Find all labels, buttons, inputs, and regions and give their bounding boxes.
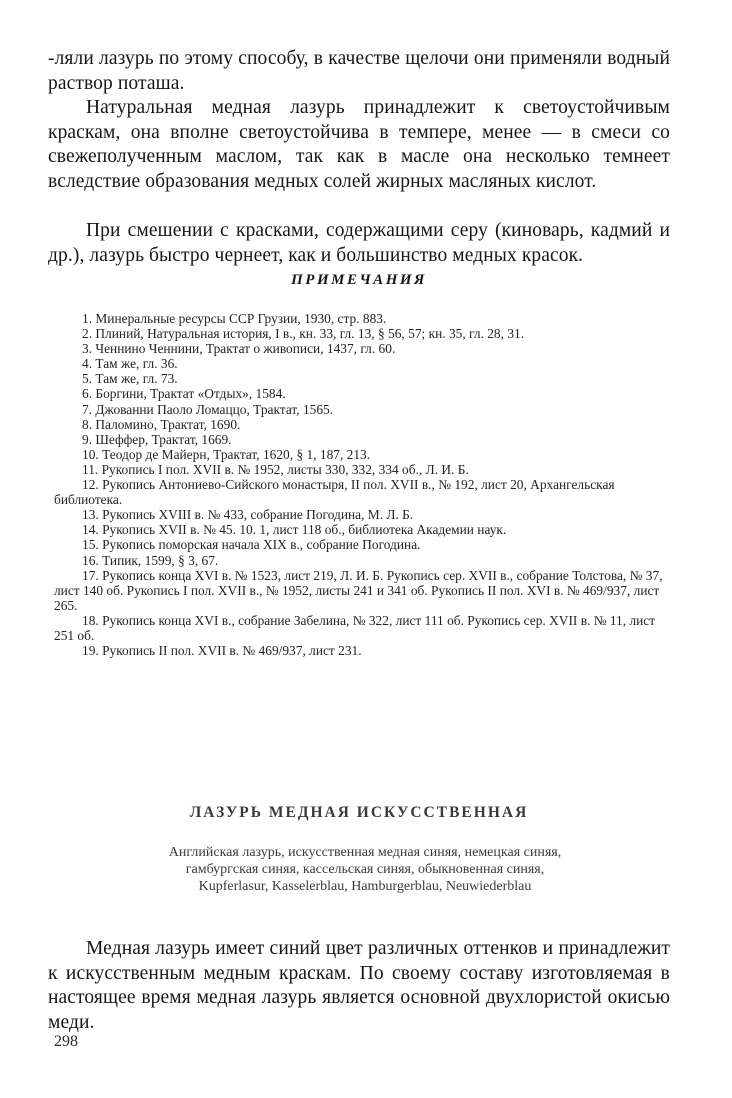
synonyms-list: Английская лазурь, искусственная медная синяя, немецкая синяя, гамбургская синяя, кассельская синяя, обыкновенная синяя, Kupferlasur, Kasselerblau, Hamburgerblau, Neuwiederblau — [168, 845, 562, 895]
note-item: 14. Рукопись XVII в. № 45. 10. 1, лист 118 об., библиотека Академии наук. — [82, 522, 507, 538]
note-item: 9. Шеффер, Трактат, 1669. — [82, 431, 232, 447]
notes-list — [54, 311, 670, 658]
paragraph-artificial-azurite: Медная лазурь имеет синий цвет различных оттенков и принадлежит к искусственным медным краскам. По своему составу изготовляемая в настоящее время медная лазурь является основной двухлористой окисью меди. — [48, 938, 670, 1033]
note-item: 11. Рукопись I пол. XVII в. № 1952, листы 330, 332, 334 об., Л. И. Б. — [82, 461, 469, 477]
note-item: 1. Минеральные ресурсы ССР Грузии, 1930, стр. 883. — [82, 311, 387, 326]
note-item: 7. Джованни Паоло Ломаццо, Трактат, 1565. — [82, 401, 334, 417]
note-item: 18. Рукопись конца XVI в., собрание Забелина, № 322, лист 111 об. Рукопись сер. XVII в. № 11, лист 251 об. — [54, 612, 656, 643]
note-item: 3. Ченнино Ченнини, Трактат о живописи, 1437, гл. 60. — [82, 341, 396, 357]
section-title: ЛАЗУРЬ МЕДНАЯ ИСКУССТВЕННАЯ — [189, 804, 529, 821]
paragraph-sulfur-mixing: При смешении с красками, содержащими серу (киноварь, кадмий и др.), лазурь быстро чернеет, как и большинство медных красок. — [48, 220, 670, 266]
note-item: 19. Рукопись II пол. XVII в. № 469/937, лист 231. — [82, 643, 362, 659]
note-item: 5. Там же, гл. 73. — [82, 371, 178, 387]
note-item: 17. Рукопись конца XVI в. № 1523, лист 219, Л. И. Б. Рукопись сер. XVII в., собрание Толстова, № 37, лист 140 об. Рукопись I пол. XVII в., № 1952, листы 241 и 341 об. Рукопись II пол. XVI в. № 469/937, лист 265. — [54, 567, 663, 613]
notes-heading: ПРИМЕЧАНИЯ — [291, 272, 427, 288]
note-item: 15. Рукопись поморская начала XIX в., собрание Погодина. — [82, 537, 421, 553]
note-item: 16. Типик, 1599, § 3, 67. — [82, 552, 219, 568]
note-item: 4. Там же, гл. 36. — [82, 356, 178, 372]
paragraph-lightfastness: Натуральная медная лазурь принадлежит к светоустойчивым краскам, она вполне светоустойчива в темпере, менее — в смеси со свежеполученным маслом, так как в масле она несколько темнеет вследствие образования медных солей жирных масляных кислот. — [48, 97, 670, 192]
note-item: 6. Боргини, Трактат «Отдых», 1584. — [82, 386, 286, 402]
note-item: 2. Плиний, Натуральная история, I в., кн. 33, гл. 13, § 56, 57; кн. 35, гл. 28, 31. — [82, 326, 525, 342]
note-item: 10. Теодор де Майерн, Трактат, 1620, § 1, 187, 213. — [82, 446, 371, 462]
note-item: 12. Рукопись Антониево-Сийского монастыря, II пол. XVII в., № 192, лист 20, Архангельская библиотека. — [54, 477, 615, 508]
note-item: 13. Рукопись XVIII в. № 433, собрание Погодина, М. Л. Б. — [82, 507, 414, 523]
page-number: 298 — [54, 1033, 78, 1050]
paragraph-continuation: -ляли лазурь по этому способу, в качестве щелочи они применяли водный раствор поташа. — [48, 48, 670, 94]
note-item: 8. Паломино, Трактат, 1690. — [82, 416, 241, 432]
